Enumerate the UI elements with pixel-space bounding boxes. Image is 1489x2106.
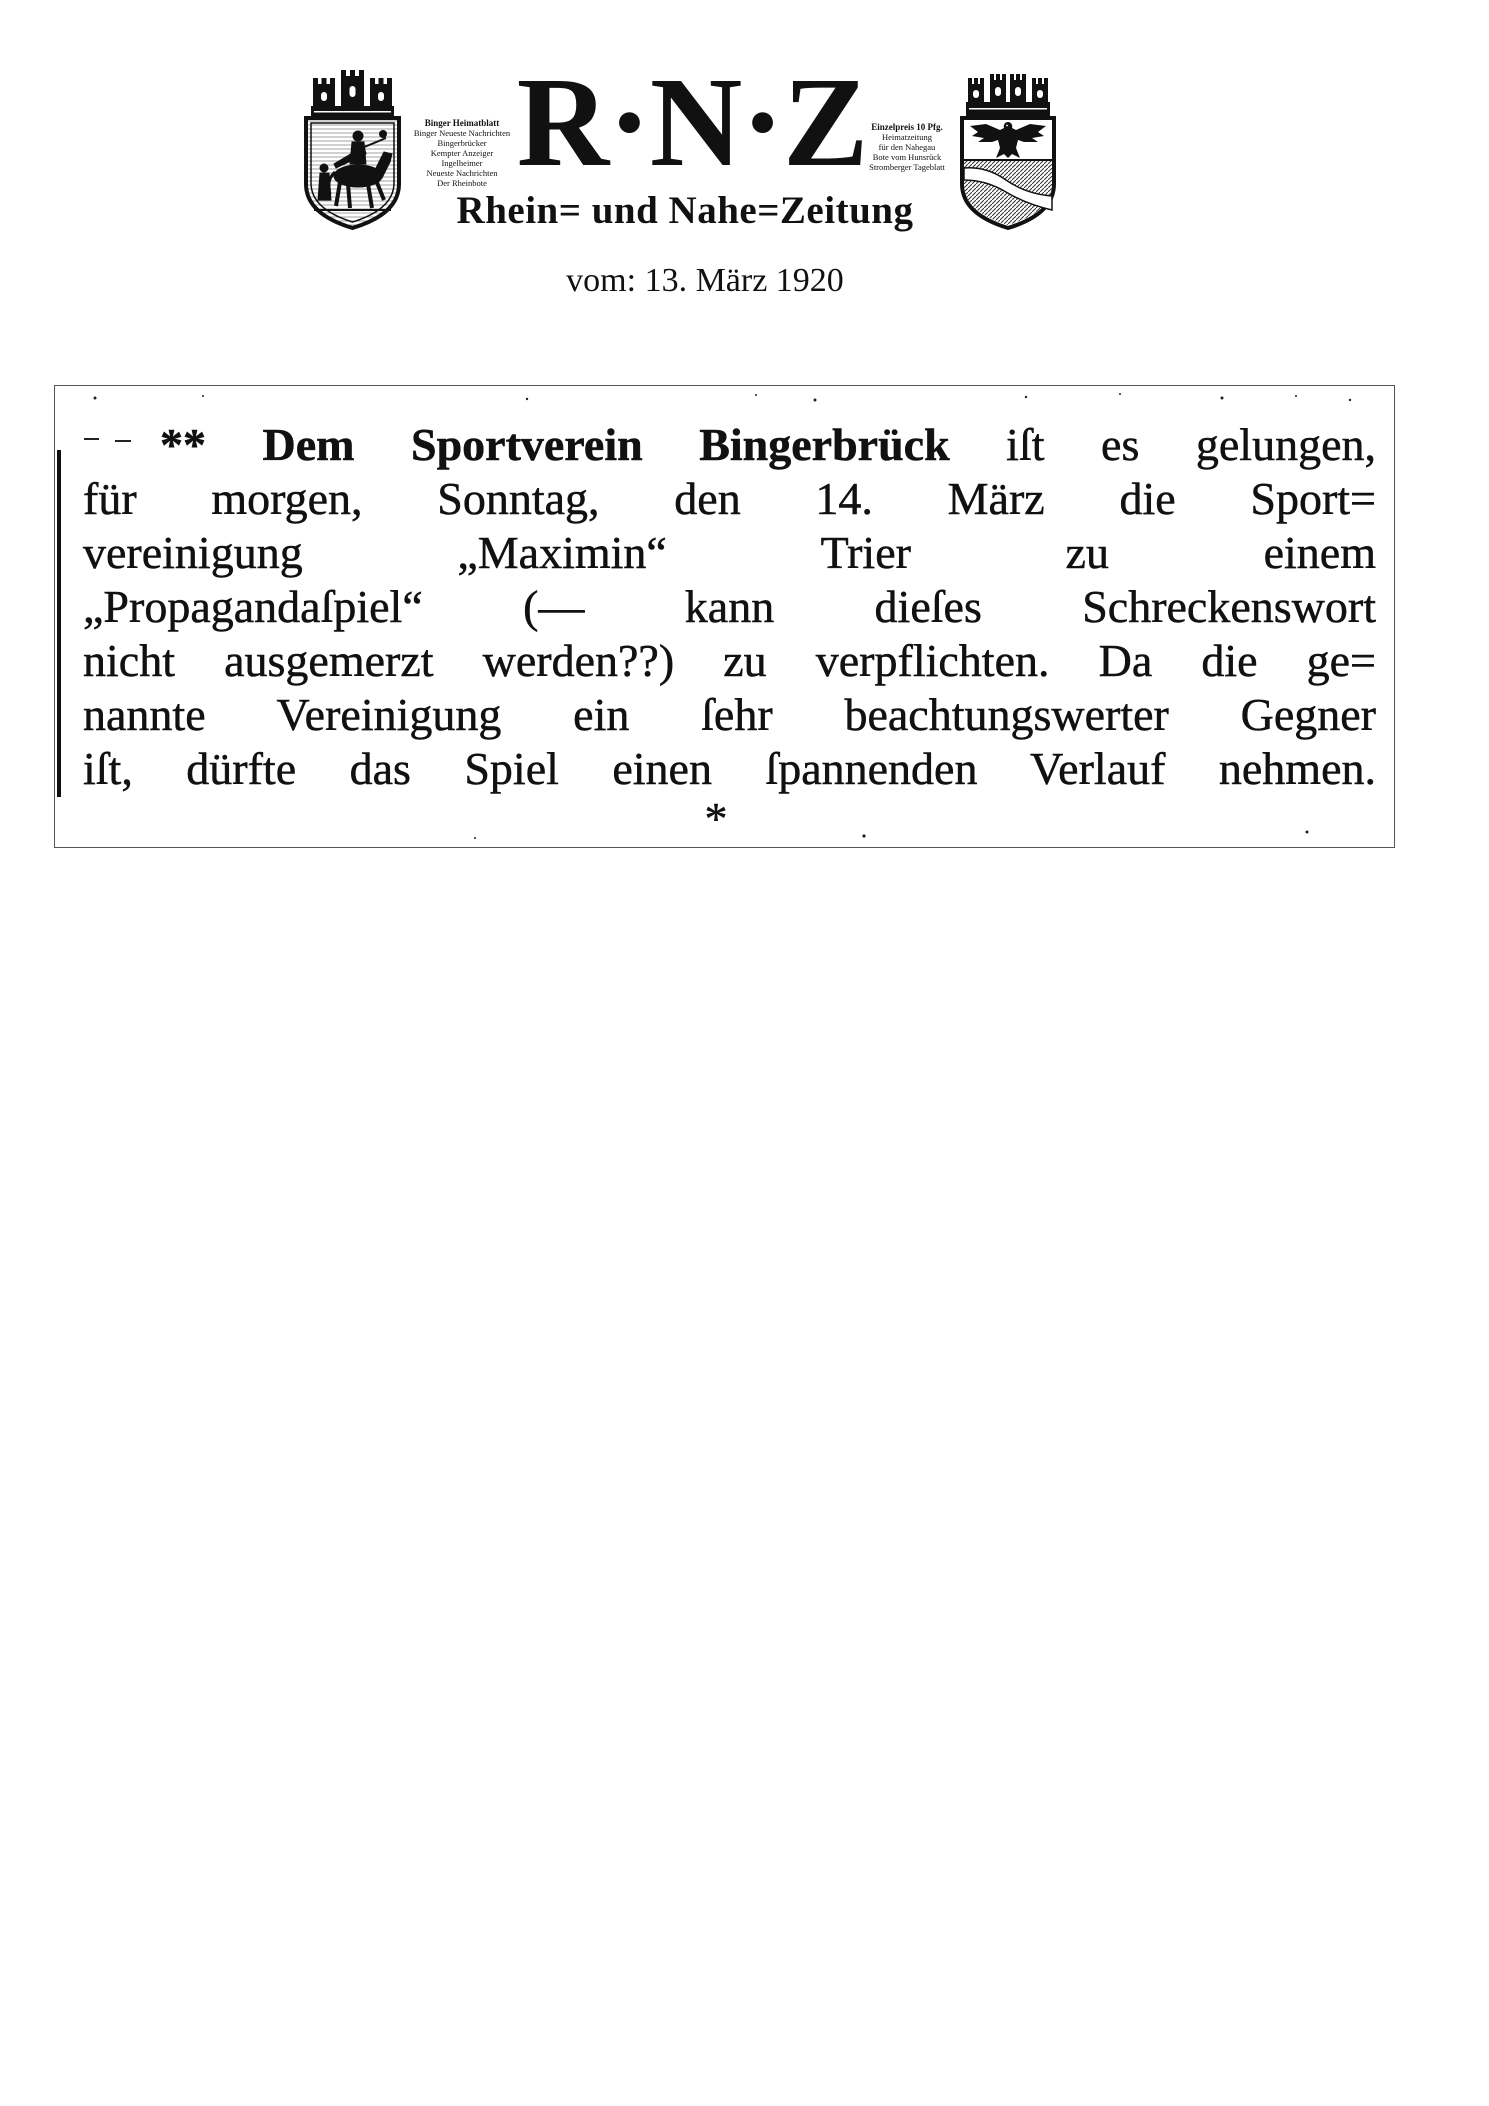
masthead-note: Binger Neueste Nachrichten: [413, 128, 511, 138]
newspaper-logo: R·N·Z: [516, 51, 868, 193]
article-line: für morgen, Sonntag, den 14. März die Sport=: [83, 473, 1376, 524]
article-line: „Propagandaſpiel“ (— kann dieſes Schreckenswort: [83, 581, 1376, 632]
masthead-note: Heimatzeitung: [881, 132, 933, 142]
masthead-note: Binger Heimatblatt: [424, 118, 500, 128]
article-clipping: [54, 385, 1395, 848]
masthead-note: Bote vom Hunsrück: [872, 152, 942, 162]
masthead-price: Einzelpreis 10 Pfg.: [871, 122, 943, 132]
coat-of-arms-left-icon: [300, 68, 405, 230]
column-rule: [57, 450, 61, 797]
masthead-note: Der Rheinbote: [437, 178, 487, 188]
article-line: iſt, dürfte das Spiel einen ſpannenden Verlauf nehmen.: [83, 743, 1376, 794]
masthead-note: Bingerbrücker: [437, 138, 487, 148]
coat-of-arms-right-icon: [956, 68, 1060, 230]
masthead-note: für den Nahegau: [878, 142, 936, 152]
article-line: [83, 418, 1376, 472]
masthead-note: Kempter Anzeiger: [430, 148, 494, 158]
article-lead: ** Dem Sportverein Bingerbrück: [160, 419, 950, 470]
article-line-text: iſt es gelungen,: [949, 419, 1376, 470]
masthead-note: Ingelheimer: [441, 158, 483, 168]
masthead-note: Stromberger Tageblatt: [869, 162, 945, 172]
newspaper-title: Rhein= und Nahe=Zeitung: [456, 189, 914, 232]
article-line: nannte Vereinigung ein ſehr beachtungswerter Gegner: [83, 689, 1376, 740]
section-separator: *: [704, 793, 728, 844]
article-line: nicht ausgemerzt werden??) zu verpflichten. Da die ge=: [83, 635, 1376, 686]
issue-date: vom: 13. März 1920: [566, 262, 844, 299]
article-line: vereinigung „Maximin“ Trier zu einem: [83, 527, 1376, 578]
masthead-note: Neueste Nachrichten: [426, 168, 498, 178]
masthead-right-notes: [854, 122, 960, 172]
